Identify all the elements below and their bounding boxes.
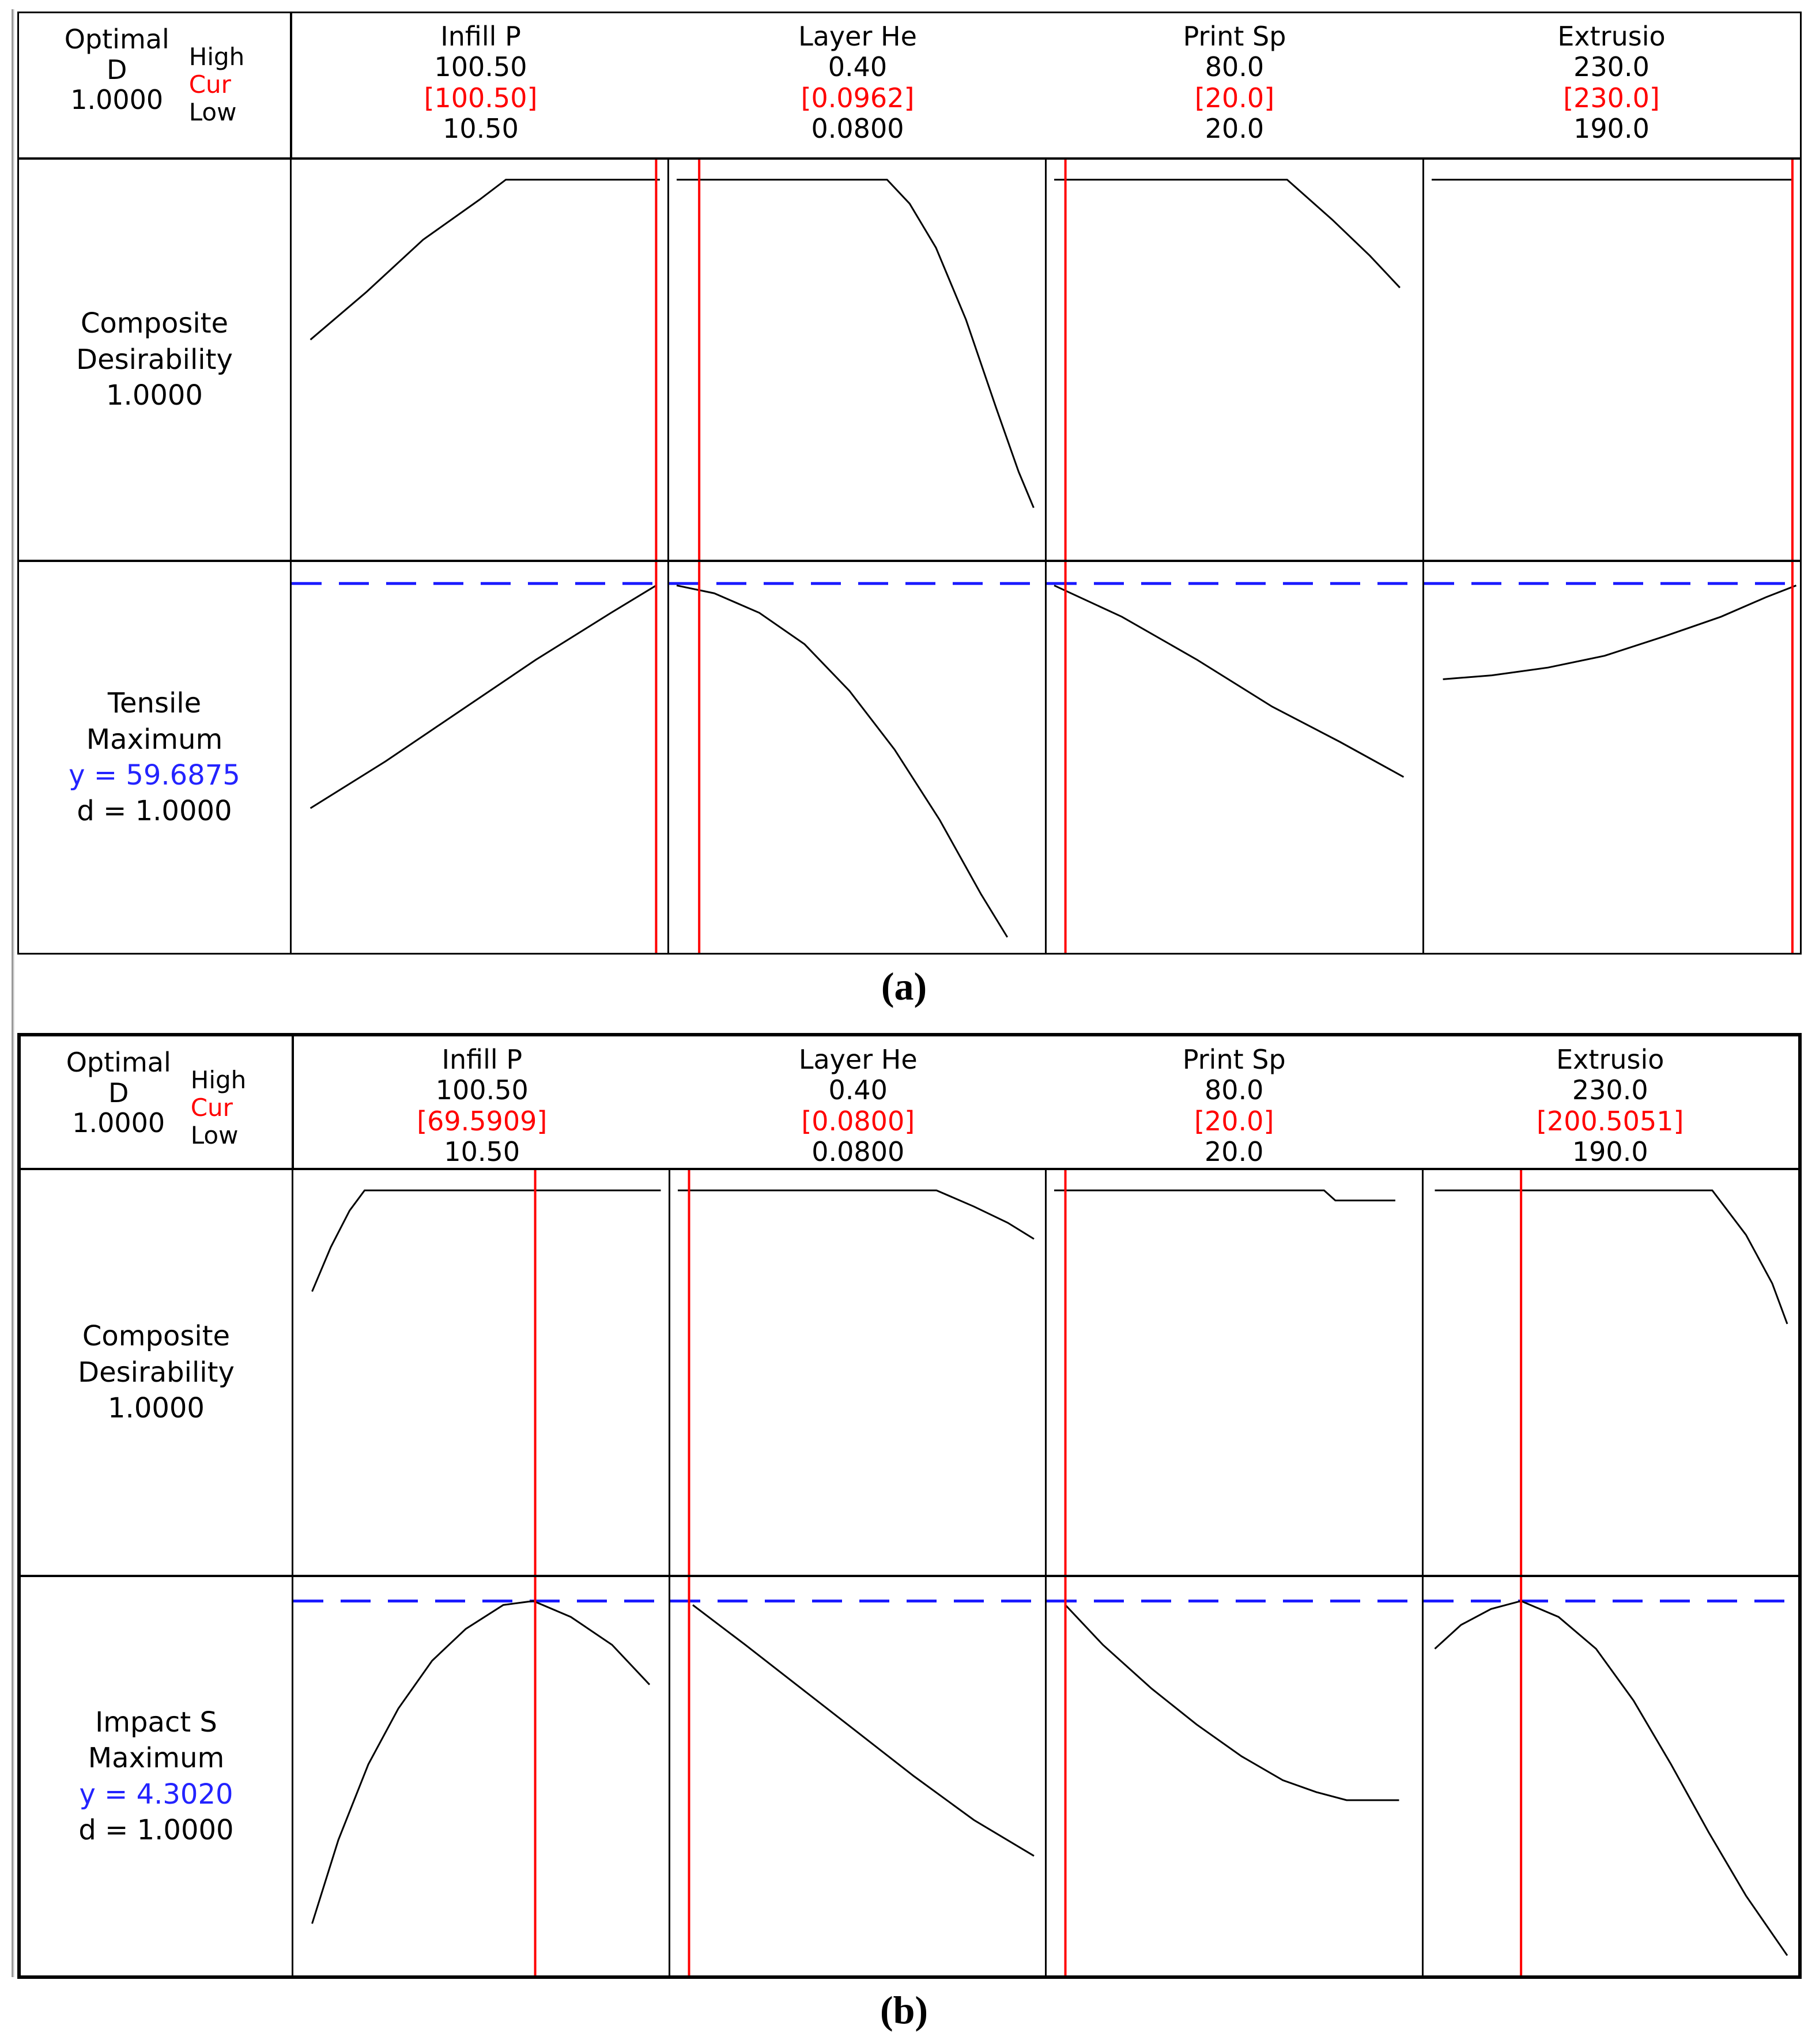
legend-high: High	[190, 1066, 247, 1094]
predicted-response-value: y = 4.3020	[79, 1778, 233, 1811]
mini-plot	[293, 1170, 669, 1575]
response-curve	[1054, 180, 1400, 288]
optimal-d-block	[21, 1036, 292, 1149]
plot-cell-extrusio	[1424, 160, 1800, 560]
optimal-d-label: D	[107, 54, 127, 85]
plot-cell-infill-p	[292, 160, 667, 560]
response-curve	[677, 586, 1007, 937]
factor-header-4	[1423, 13, 1800, 157]
row-label-line: Tensile	[107, 687, 202, 720]
response-curve	[1066, 1605, 1399, 1800]
row-label-line: Composite	[82, 1320, 231, 1353]
response-curve	[677, 180, 1033, 508]
factor-name: Infill P	[440, 21, 521, 52]
factor-low-value: 0.0800	[811, 1136, 905, 1168]
desirability-value: d = 1.0000	[78, 1813, 234, 1846]
caption-b: (b)	[880, 1988, 928, 2032]
legend-high: High	[188, 43, 245, 71]
optimal-title: Optimal	[66, 1047, 171, 1078]
factor-low-value: 20.0	[1205, 1136, 1264, 1168]
response-curve	[311, 586, 656, 808]
factor-high-value: 100.50	[435, 1074, 529, 1106]
factor-low-value: 190.0	[1572, 1136, 1648, 1168]
factor-name: Print Sp	[1183, 21, 1286, 52]
plot-row-2	[21, 1577, 1798, 1975]
optimal-d-label: D	[108, 1077, 129, 1108]
mini-plot	[669, 160, 1045, 560]
row-label	[21, 1170, 292, 1575]
high-cur-low-legend	[189, 43, 245, 126]
optimization-panel-b	[17, 1033, 1802, 1979]
row-label-line: 1.0000	[106, 379, 203, 412]
desirability-value: d = 1.0000	[77, 795, 232, 828]
predicted-response-value: y = 59.6875	[69, 759, 240, 791]
row-label	[19, 562, 290, 953]
plot-cell-print-sp	[1047, 160, 1422, 560]
response-curve	[1054, 586, 1403, 777]
factor-current-value: [0.0962]	[801, 82, 915, 114]
factor-current-value: [0.0800]	[801, 1105, 915, 1137]
factor-header-3	[1046, 13, 1423, 157]
row-label	[19, 160, 290, 560]
factor-name: Layer He	[798, 21, 917, 52]
response-curve	[312, 1190, 661, 1292]
factor-header-3	[1046, 1036, 1422, 1168]
response-curve	[1435, 1190, 1787, 1324]
optimization-panel-a	[17, 12, 1802, 955]
mini-plot	[292, 160, 667, 560]
plot-cell-layer-he	[670, 1577, 1045, 1975]
row-label-line: Impact S	[95, 1706, 217, 1738]
plot-cell-print-sp	[1047, 1170, 1422, 1575]
mini-plot	[1424, 1577, 1799, 1975]
legend-cur: Cur	[190, 1093, 233, 1122]
plot-row-1	[19, 160, 1800, 560]
factor-current-value: [100.50]	[424, 82, 538, 114]
plot-cell-layer-he	[669, 562, 1045, 953]
mini-plot	[1047, 562, 1422, 953]
plot-cell-infill-p	[293, 1577, 669, 1975]
optimal-d-block	[19, 13, 290, 126]
legend-cur: Cur	[188, 70, 231, 99]
factor-low-value: 10.50	[443, 113, 519, 145]
response-curve	[1435, 1601, 1787, 1955]
mini-plot	[1047, 1170, 1422, 1575]
factor-header-strip	[292, 13, 1800, 157]
legend-low: Low	[188, 97, 237, 126]
optimal-d-value: 1.0000	[70, 84, 164, 116]
optimal-d-text	[65, 24, 169, 115]
response-curve	[693, 1605, 1034, 1856]
factor-high-value: 100.50	[434, 51, 527, 83]
row-label-line: Maximum	[88, 1742, 225, 1775]
response-curve	[312, 1601, 650, 1924]
plot-row-2	[19, 562, 1800, 953]
factor-low-value: 0.0800	[811, 113, 904, 145]
mini-plot	[1424, 1170, 1799, 1575]
factor-high-value: 230.0	[1573, 51, 1650, 83]
plot-row-1	[21, 1170, 1798, 1575]
plot-cell-extrusio	[1424, 1170, 1799, 1575]
plot-cell-print-sp	[1047, 562, 1422, 953]
mini-plot	[1047, 1577, 1422, 1975]
plot-cell-extrusio	[1424, 562, 1800, 953]
factor-name: Layer He	[798, 1044, 918, 1075]
factor-low-value: 190.0	[1573, 113, 1650, 145]
factor-name: Print Sp	[1182, 1044, 1286, 1075]
factor-header-2	[669, 13, 1046, 157]
optimal-title: Optimal	[64, 24, 169, 55]
factor-current-value: [20.0]	[1194, 1105, 1274, 1137]
panel-header	[19, 13, 1800, 157]
mini-plot	[669, 562, 1045, 953]
plot-cell-layer-he	[669, 160, 1045, 560]
factor-high-value: 80.0	[1205, 51, 1265, 83]
plot-cell-infill-p	[293, 1170, 669, 1575]
response-curve	[1054, 1190, 1395, 1201]
mini-plot	[670, 1577, 1045, 1975]
factor-current-value: [20.0]	[1194, 82, 1275, 114]
factor-low-value: 10.50	[444, 1136, 520, 1168]
row-label-line: Desirability	[76, 343, 233, 376]
row-label-line: Composite	[80, 307, 229, 340]
factor-header-1	[294, 1036, 670, 1168]
optimal-cell	[19, 13, 290, 157]
row-label	[21, 1577, 292, 1975]
response-curve	[678, 1190, 1034, 1239]
optimal-cell	[21, 1036, 292, 1168]
panel-header	[21, 1036, 1798, 1168]
plot-cell-print-sp	[1047, 1577, 1422, 1975]
mini-plot	[1424, 160, 1800, 560]
factor-header-strip	[294, 1036, 1798, 1168]
optimal-d-text	[66, 1047, 171, 1138]
row-label-line: Desirability	[78, 1356, 235, 1389]
mini-plot	[670, 1170, 1045, 1575]
high-cur-low-legend	[191, 1066, 247, 1149]
mini-plot	[1047, 160, 1422, 560]
factor-high-value: 0.40	[828, 1074, 888, 1106]
factor-header-2	[670, 1036, 1047, 1168]
mini-plot	[292, 562, 667, 953]
legend-low: Low	[190, 1121, 239, 1149]
plot-cell-extrusio	[1424, 1577, 1799, 1975]
factor-name: Extrusio	[1556, 1044, 1664, 1075]
optimal-d-value: 1.0000	[72, 1107, 165, 1139]
caption-a: (a)	[881, 964, 927, 1008]
factor-high-value: 230.0	[1572, 1074, 1648, 1106]
plot-cell-layer-he	[670, 1170, 1045, 1575]
mini-plot	[293, 1577, 669, 1975]
factor-header-4	[1422, 1036, 1799, 1168]
factor-high-value: 0.40	[828, 51, 888, 83]
factor-low-value: 20.0	[1205, 113, 1265, 145]
factor-header-1	[292, 13, 669, 157]
plot-cell-infill-p	[292, 562, 667, 953]
factor-high-value: 80.0	[1205, 1074, 1264, 1106]
response-curve	[1443, 586, 1796, 680]
mini-plot	[1424, 562, 1800, 953]
factor-current-value: [69.5909]	[417, 1105, 548, 1137]
factor-name: Extrusio	[1557, 21, 1666, 52]
factor-name: Infill P	[441, 1044, 523, 1075]
row-label-line: Maximum	[86, 723, 223, 756]
factor-current-value: [230.0]	[1563, 82, 1660, 114]
row-label-line: 1.0000	[108, 1392, 205, 1425]
response-curve	[311, 180, 660, 340]
factor-current-value: [200.5051]	[1537, 1105, 1684, 1137]
